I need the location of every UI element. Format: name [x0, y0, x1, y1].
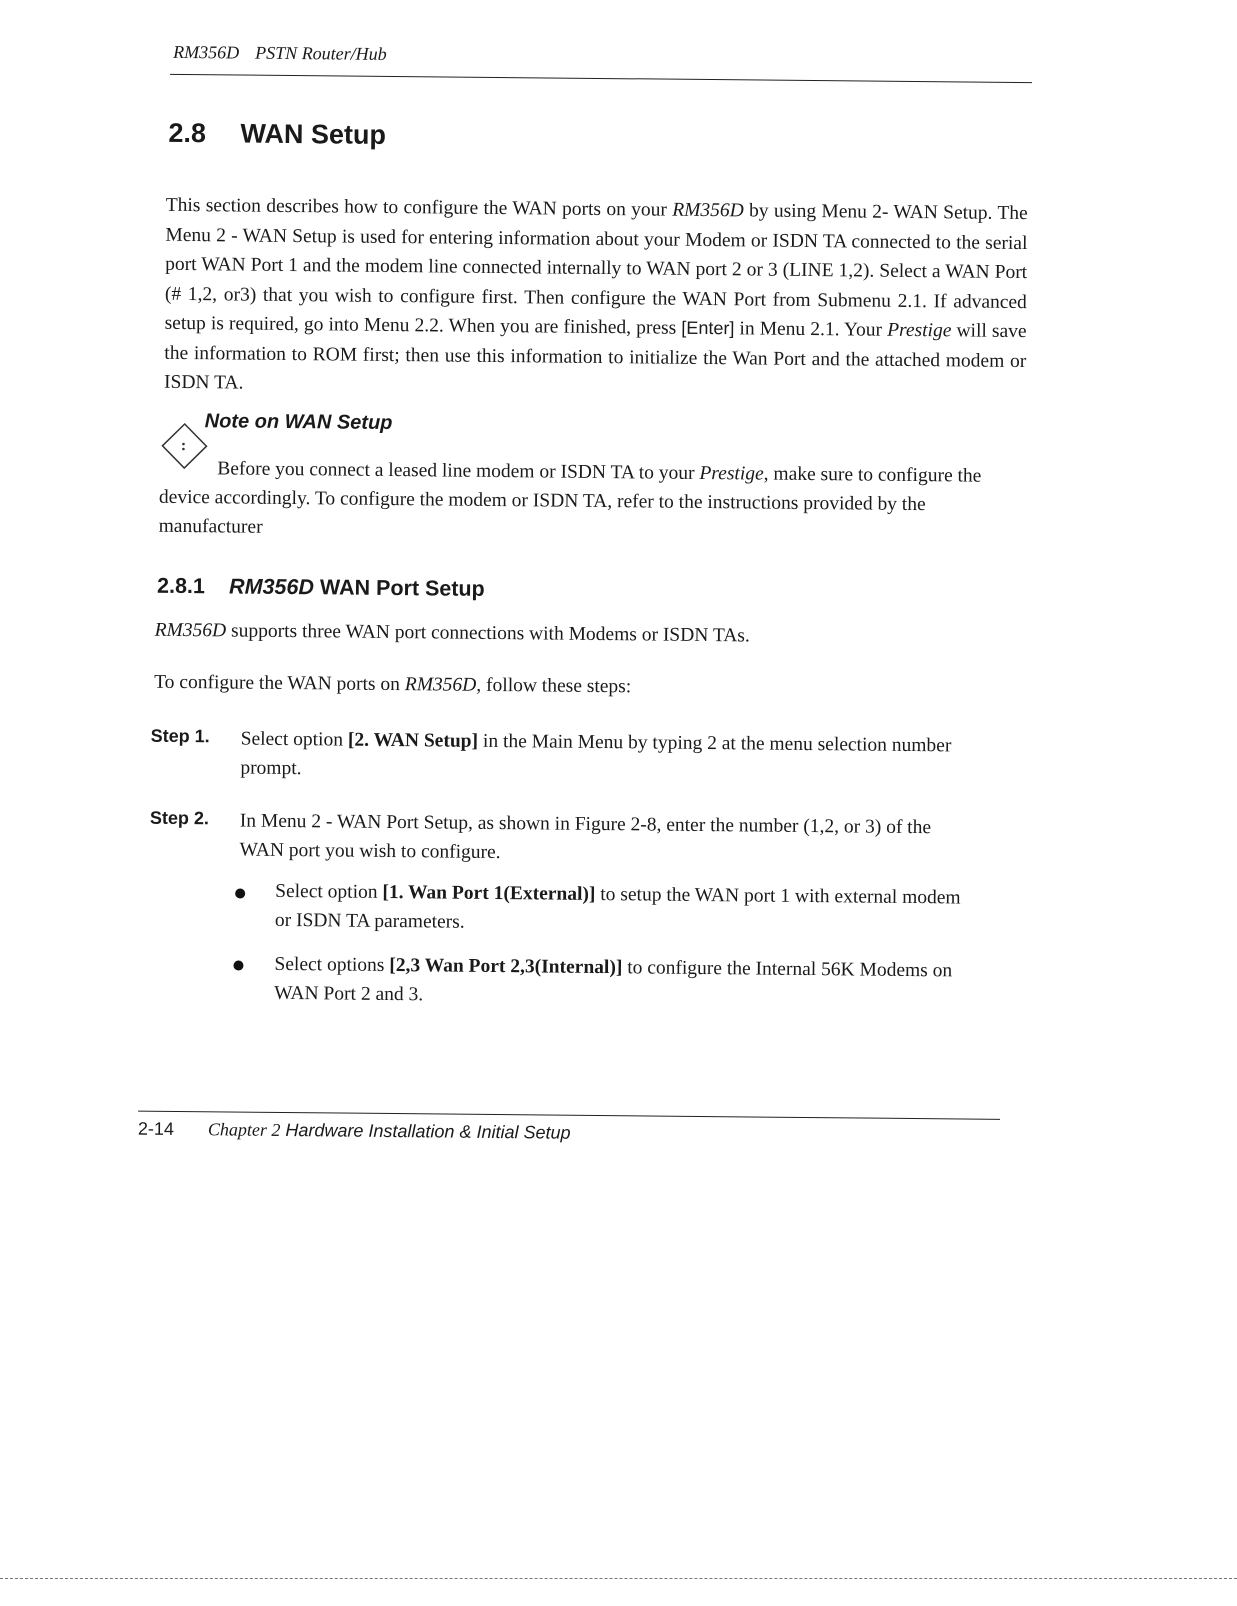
- text-run: , make sure to configure the device accordingly. To configure the modem or ISDN TA, refer to the instructions provided by the manufacturer: [158, 463, 982, 538]
- scan-edge-line: [0, 1578, 1237, 1579]
- subsection-heading: [157, 574, 485, 602]
- text-run: To configure the WAN ports on: [154, 671, 405, 696]
- subsection-number: 2.8.1: [157, 573, 206, 599]
- text-run: Select options: [274, 953, 390, 976]
- footer-title: Hardware Installation & Initial Setup: [285, 1120, 571, 1143]
- bullet-dot: [233, 960, 243, 970]
- note-title: Note on WAN Setup: [204, 410, 393, 434]
- italic-run: Prestige: [699, 462, 764, 485]
- note-body: [159, 454, 1010, 549]
- text-run: Before you connect a leased line modem or ISDN TA to your: [217, 458, 700, 484]
- bold-run: [1. Wan Port 1(External)]: [382, 881, 596, 905]
- text-run: will save the information to ROM first; then use this information to initialize the Wan Port and the attached modem or ISDN TA.: [163, 320, 1027, 394]
- subsection-title: WAN Port Setup: [313, 575, 485, 601]
- section-heading: [168, 118, 386, 151]
- italic-run: RM356D,: [404, 674, 482, 696]
- step-1-text: [240, 725, 976, 790]
- text-run: supports three WAN port connections with Modems or ISDN TAs.: [226, 620, 750, 647]
- header-subtitle: PSTN Router/Hub: [255, 42, 387, 64]
- section-title: WAN Setup: [240, 118, 387, 150]
- intro-paragraph: [164, 191, 1028, 406]
- page-number: 2-14: [137, 1118, 175, 1139]
- footer-chapter: Chapter 2: [207, 1119, 281, 1140]
- header-rule: [170, 74, 1032, 83]
- bold-run: [2. WAN Setup]: [347, 729, 479, 752]
- text-run: Select option: [240, 728, 348, 751]
- page-footer: [138, 1119, 571, 1144]
- section-number: 2.8: [168, 117, 207, 149]
- running-header: [173, 42, 387, 65]
- text-run: in the Main Menu by typing 2 at the menu selection number prompt.: [240, 730, 952, 780]
- support-line: [155, 620, 750, 648]
- italic-run: Prestige: [887, 319, 952, 342]
- text-run: In Menu 2 - WAN Port Setup, as shown in Figure 2-8, enter the number (1,2, or 3) of the WAN port you wish to configure.: [239, 810, 932, 864]
- bold-run: [2,3 Wan Port 2,3(Internal)]: [389, 954, 623, 979]
- step-2-label: Step 2.: [149, 807, 210, 829]
- footer-rule: [138, 1111, 1000, 1120]
- italic-run: RM356D: [672, 199, 744, 222]
- bullet-1-text: [275, 877, 976, 942]
- text-run: follow these steps:: [481, 674, 632, 698]
- header-product: RM356D: [173, 41, 240, 63]
- text-run: to configure the Internal 56K Modems on WAN Port 2 and 3.: [274, 957, 953, 1006]
- bullet-dot: [235, 889, 245, 899]
- steps-intro-line: [154, 672, 631, 699]
- text-run: Select option: [275, 880, 383, 903]
- text-run: in Menu 2.1. Your: [734, 318, 888, 341]
- key-label: [Enter]: [681, 317, 735, 339]
- text-run: to setup the WAN port 1 with external modem or ISDN TA parameters.: [274, 883, 961, 933]
- step-1-label: Step 1.: [150, 725, 210, 747]
- bullet-2-text: [274, 950, 975, 1015]
- text-run: This section describes how to configure the WAN ports on your: [165, 194, 673, 221]
- text-run: by using Menu 2- WAN Setup. The Menu 2 - WAN Setup is used for entering information about your Modem or ISDN TA connected to the serial port WAN Port 1 and the modem line connected internally to WAN port 2 or 3 (LINE 1,2). Select a WAN Port (# 1,2, or3) that you wish to configure first. Then configure the WAN Port from Submenu 2.1. If advanced setup is required, go into Menu 2.2. When you are finished, press: [164, 200, 1028, 339]
- italic-run: RM356D: [154, 619, 227, 642]
- step-2-text: [239, 807, 975, 872]
- subsection-title-model: RM356D: [228, 574, 315, 600]
